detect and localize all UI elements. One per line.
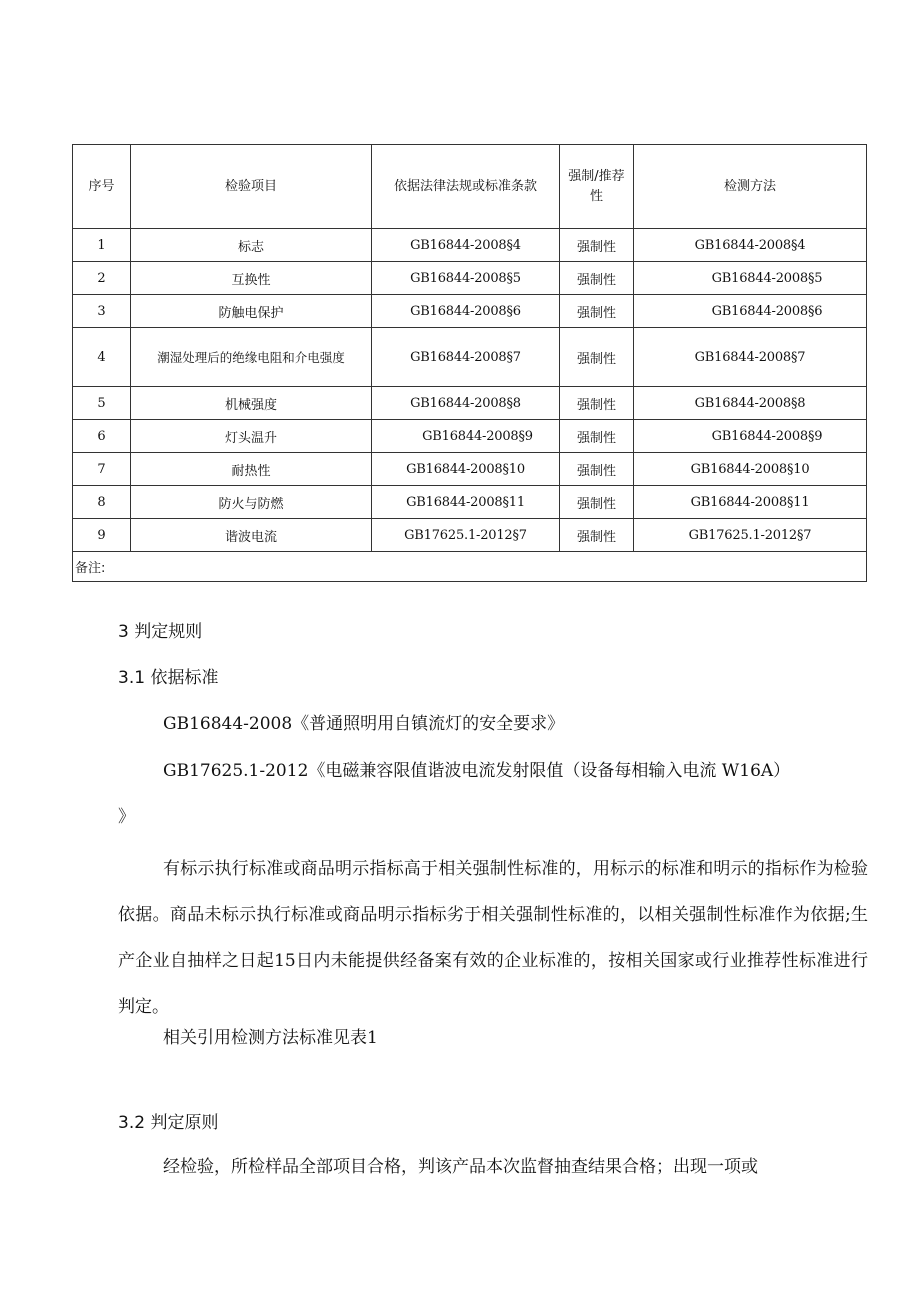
row-no: 1 — [73, 229, 131, 262]
table-note-row — [73, 552, 867, 582]
table-row — [73, 262, 867, 295]
row-item: 防火与防燃 — [131, 486, 372, 519]
row-requirement: 强制性 — [560, 387, 634, 420]
row-no: 5 — [73, 387, 131, 420]
row-requirement: 强制性 — [560, 229, 634, 262]
table-row — [73, 328, 867, 387]
table-header-row — [73, 145, 867, 229]
row-item: 灯头温升 — [131, 420, 372, 453]
row-no: 4 — [73, 328, 131, 387]
table-row — [73, 229, 867, 262]
table-note: 备注: — [73, 552, 867, 582]
row-item: 机械强度 — [131, 387, 372, 420]
standard-gb16844: GB16844-2008《普通照明用自镇流灯的安全要求》 — [163, 714, 565, 734]
method-reference-line: 相关引用检测方法标准见表1 — [163, 1028, 378, 1048]
row-item: 标志 — [131, 229, 372, 262]
inspection-items-table — [72, 144, 867, 582]
row-basis: GB16844-2008§9 — [372, 420, 560, 453]
row-item: 潮湿处理后的绝缘电阻和介电强度 — [131, 328, 372, 387]
row-requirement: 强制性 — [560, 453, 634, 486]
standard-gb17625-line2: 》 — [118, 807, 135, 827]
row-basis: GB16844-2008§4 — [372, 229, 560, 262]
header-no: 序号 — [73, 145, 131, 229]
row-requirement: 强制性 — [560, 486, 634, 519]
row-no: 3 — [73, 295, 131, 328]
row-no: 7 — [73, 453, 131, 486]
basis-paragraph: 有标示执行标准或商品明示指标高于相关强制性标准的，用标示的标准和明示的指标作为检验依据。商品未标示执行标准或商品明示指标劣于相关强制性标准的，以相关强制性标准作为依据;生产企业自抽样之日起15日内未能提供经备案有效的企业标准的，按相关国家或行业推荐性标准进行判定。 — [118, 859, 868, 1017]
row-item: 谐波电流 — [131, 519, 372, 552]
row-no: 6 — [73, 420, 131, 453]
row-requirement: 强制性 — [560, 420, 634, 453]
header-item: 检验项目 — [131, 145, 372, 229]
row-basis: GB16844-2008§7 — [372, 328, 560, 387]
row-basis: GB16844-2008§10 — [372, 453, 560, 486]
row-requirement: 强制性 — [560, 519, 634, 552]
row-method: GB16844-2008§4 — [634, 229, 867, 262]
section-3-2-title: 3.2 判定原则 — [118, 1113, 219, 1133]
row-basis: GB17625.1-2012§7 — [372, 519, 560, 552]
row-basis: GB16844-2008§6 — [372, 295, 560, 328]
row-requirement: 强制性 — [560, 262, 634, 295]
row-method: GB16844-2008§7 — [634, 328, 867, 387]
header-requirement: 强制/推荐性 — [560, 145, 634, 229]
row-method: GB16844-2008§5 — [634, 262, 867, 295]
row-requirement: 强制性 — [560, 295, 634, 328]
row-item: 互换性 — [131, 262, 372, 295]
row-method: GB16844-2008§8 — [634, 387, 867, 420]
row-basis: GB16844-2008§8 — [372, 387, 560, 420]
table-row — [73, 453, 867, 486]
table-row — [73, 295, 867, 328]
row-basis: GB16844-2008§11 — [372, 486, 560, 519]
header-basis: 依据法律法规或标准条款 — [372, 145, 560, 229]
row-no: 8 — [73, 486, 131, 519]
table-row — [73, 420, 867, 453]
row-basis: GB16844-2008§5 — [372, 262, 560, 295]
row-requirement: 强制性 — [560, 328, 634, 387]
judgement-principle-line: 经检验，所检样品全部项目合格，判该产品本次监督抽查结果合格；出现一项或 — [163, 1157, 758, 1177]
row-method: GB16844-2008§6 — [634, 295, 867, 328]
section-3-title: 3 判定规则 — [118, 622, 203, 642]
header-method: 检测方法 — [634, 145, 867, 229]
row-item: 防触电保护 — [131, 295, 372, 328]
row-item: 耐热性 — [131, 453, 372, 486]
standard-gb17625-line1: GB17625.1-2012《电磁兼容限值谐波电流发射限值（设备每相输入电流 W16A） — [163, 761, 791, 781]
table-row — [73, 519, 867, 552]
section-3-1-title: 3.1 依据标准 — [118, 668, 219, 688]
table-row — [73, 486, 867, 519]
row-no: 9 — [73, 519, 131, 552]
row-method: GB16844-2008§11 — [634, 486, 867, 519]
table-row — [73, 387, 867, 420]
row-method: GB17625.1-2012§7 — [634, 519, 867, 552]
row-method: GB16844-2008§10 — [634, 453, 867, 486]
row-no: 2 — [73, 262, 131, 295]
row-method: GB16844-2008§9 — [634, 420, 867, 453]
